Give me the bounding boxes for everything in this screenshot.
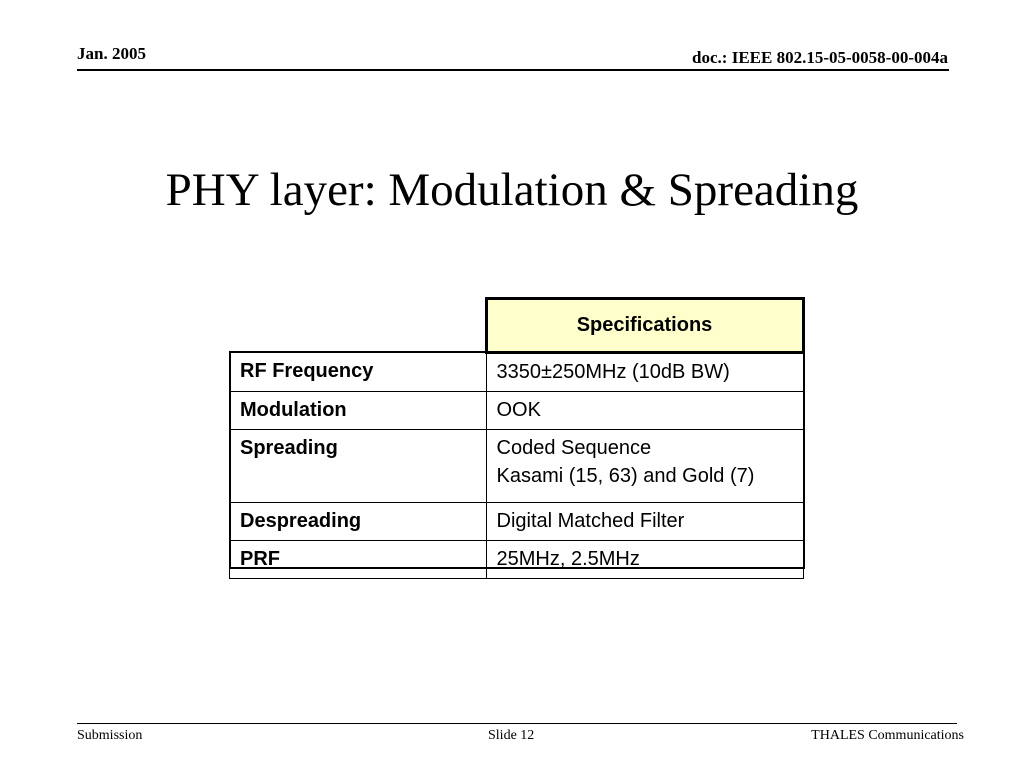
footer-divider [77, 723, 957, 724]
specifications-table-container [229, 297, 805, 579]
table-header-row [230, 299, 804, 353]
row-value-line: OOK [496, 398, 541, 421]
table-row [230, 502, 804, 540]
header-date: Jan. 2005 [77, 44, 146, 63]
row-value [486, 391, 803, 429]
row-label: Despreading [230, 502, 487, 540]
row-value-line: 3350±250MHz (10dB BW) [496, 360, 730, 383]
row-label: Modulation [230, 391, 487, 429]
specifications-column-header: Specifications [486, 299, 803, 353]
row-label: Spreading [230, 429, 487, 502]
specifications-table [229, 297, 805, 579]
row-value [486, 429, 803, 502]
row-value-line: Coded Sequence [496, 436, 652, 459]
row-label: RF Frequency [230, 352, 487, 391]
table-row [230, 429, 804, 502]
table-corner-cell [230, 299, 487, 353]
slide-title: PHY layer: Modulation & Spreading [165, 164, 859, 217]
table-row [230, 352, 804, 391]
row-value-line: 25MHz, 2.5MHz [496, 547, 640, 570]
row-value-line: Digital Matched Filter [496, 509, 685, 532]
row-value [486, 540, 803, 578]
row-label: PRF [230, 540, 487, 578]
header-divider [77, 69, 949, 71]
footer-submission: Submission [77, 728, 143, 743]
row-value [486, 352, 803, 391]
footer-organization: THALES Communications [811, 728, 964, 743]
table-row [230, 391, 804, 429]
table-row [230, 540, 804, 578]
row-value-line: Kasami (15, 63) and Gold (7) [496, 464, 755, 487]
row-value [486, 502, 803, 540]
header-document-id: doc.: IEEE 802.15-05-0058-00-004a [692, 48, 948, 67]
footer-slide-number: Slide 12 [488, 728, 535, 743]
